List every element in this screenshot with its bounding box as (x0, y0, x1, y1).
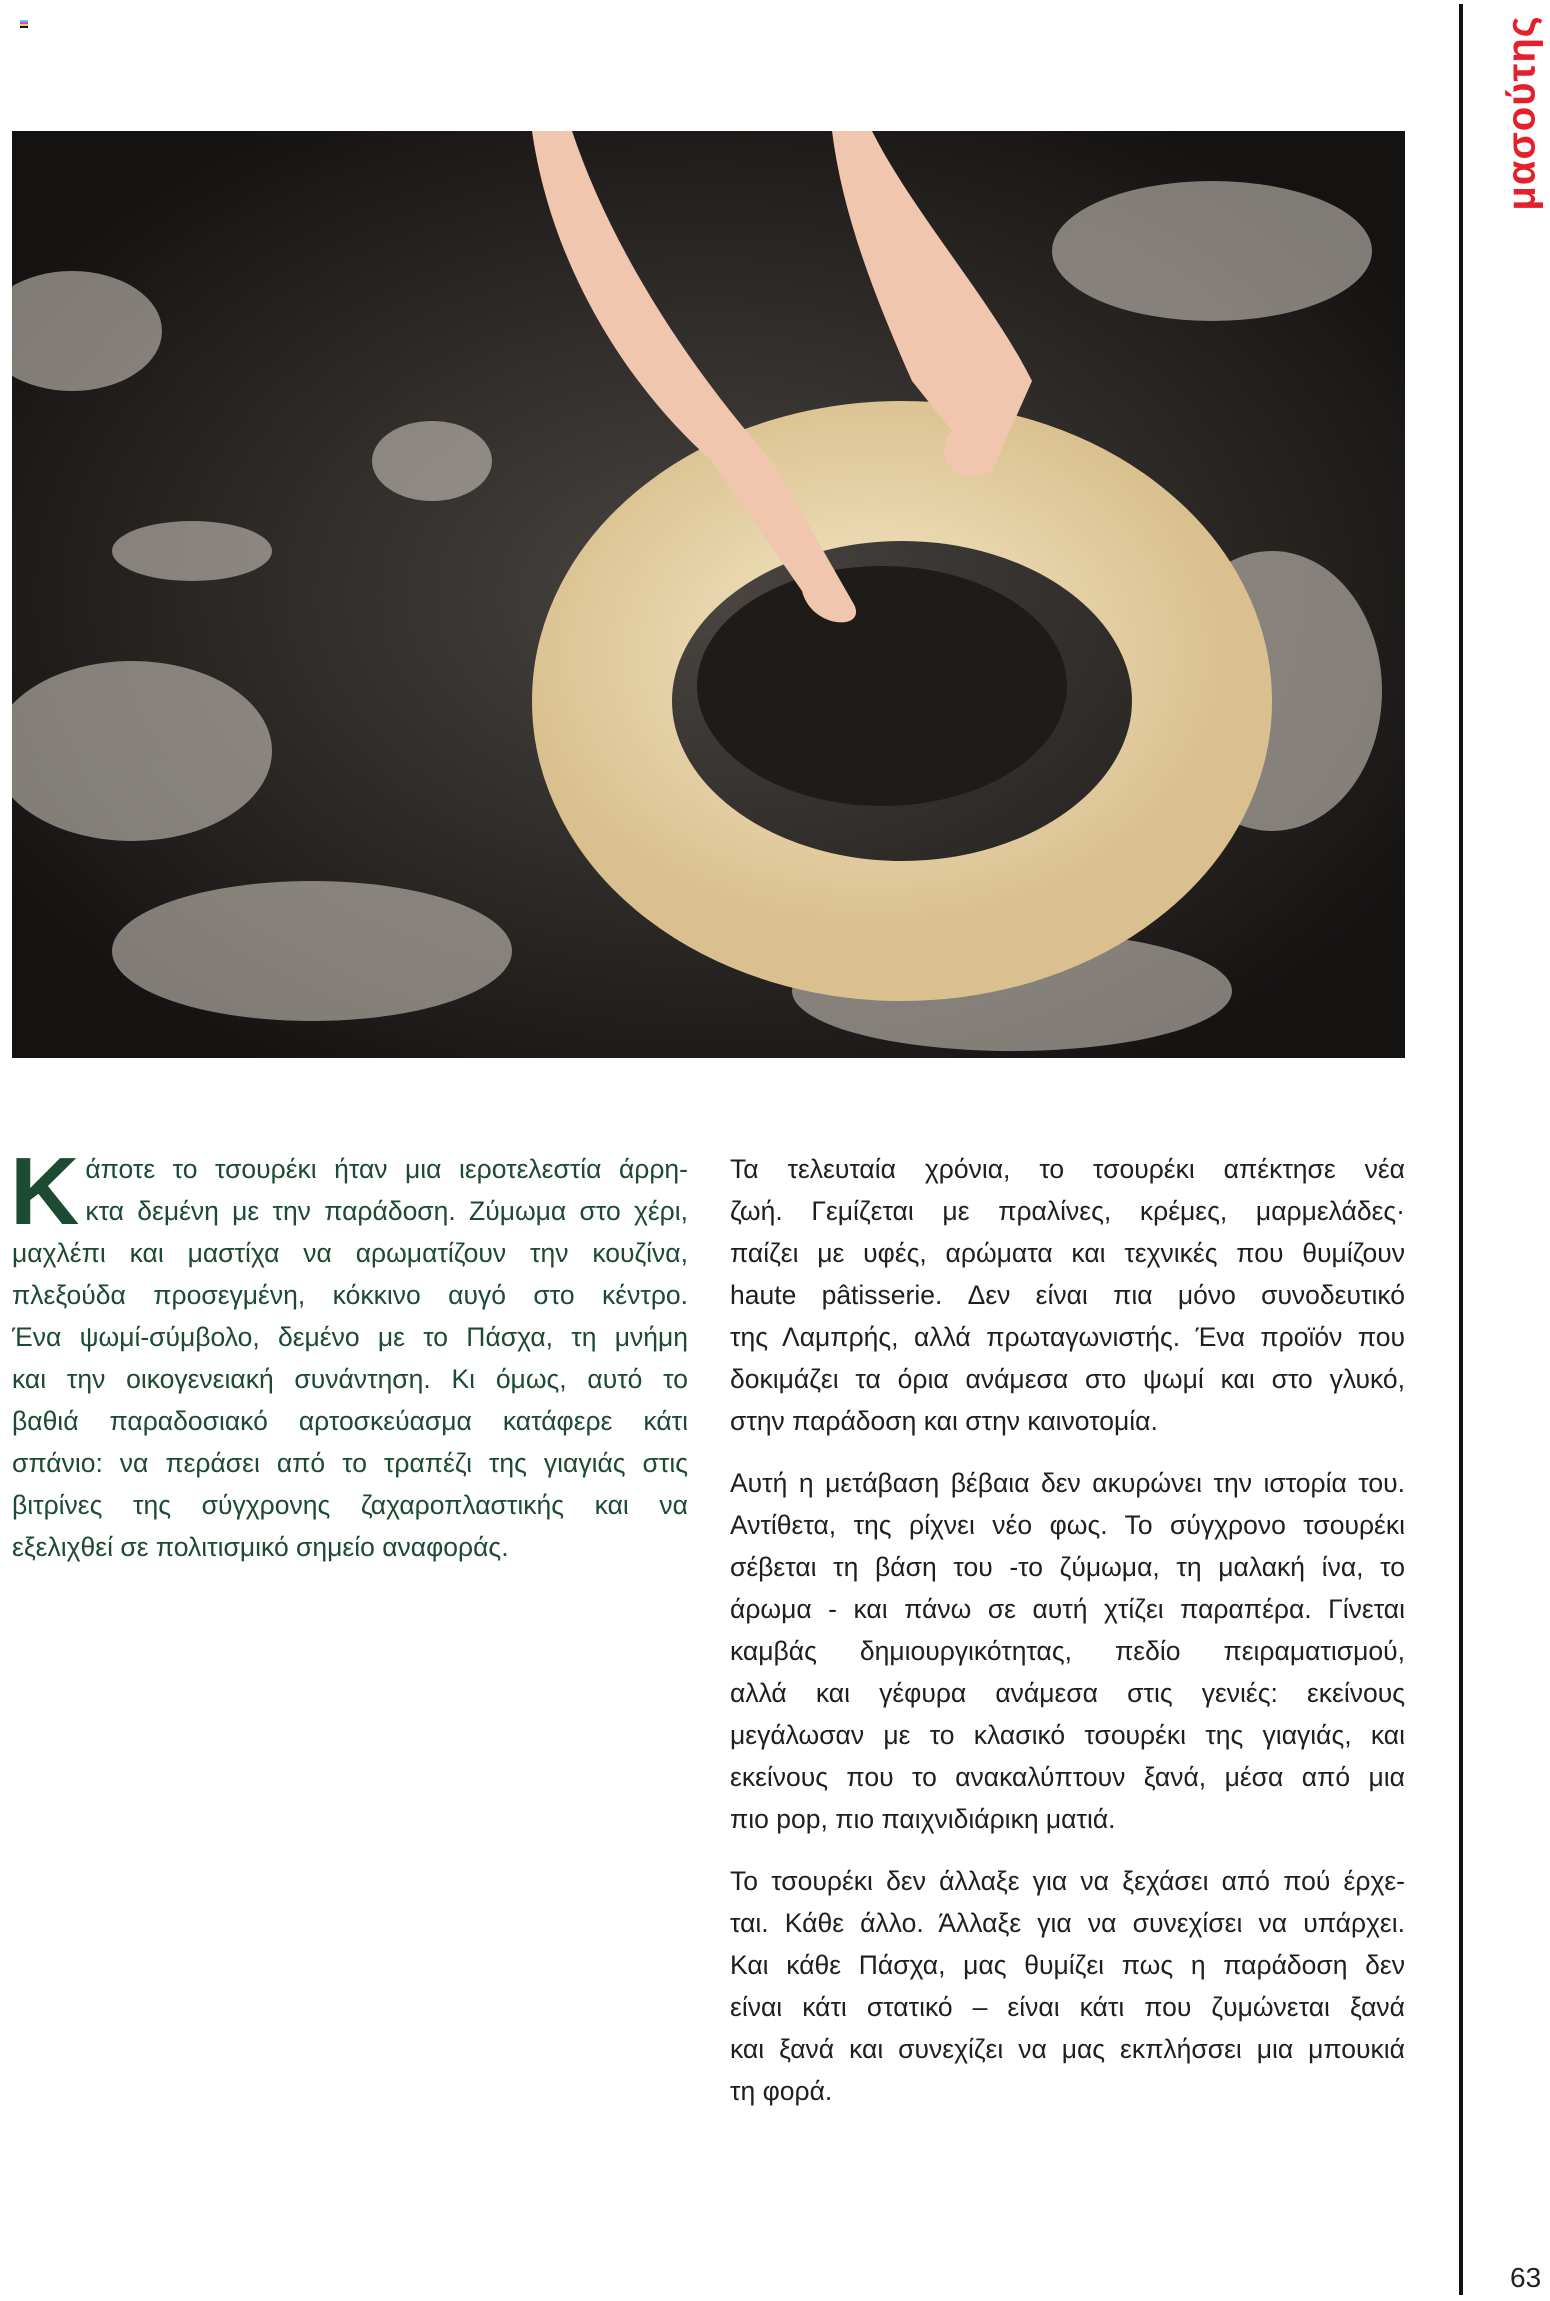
body-paragraph (730, 1462, 1405, 1840)
intro-line: πλεξούδα προσεγμένη, κόκκινο αυγό στο κέντρο. (12, 1280, 688, 1310)
body-line: ζωή. Γεμίζεται με πραλίνες, κρέμες, μαρμελάδες· (730, 1196, 1405, 1226)
body-line: τη φορά. (730, 2076, 833, 2106)
body-line: ται. Κάθε άλλο. Άλλαξε για να συνεχίσει να υπάρχει. (730, 1908, 1405, 1938)
brand-logo (1500, 2, 1544, 224)
body-line: Και κάθε Πάσχα, μας θυμίζει πως η παράδοση δεν (730, 1950, 1405, 1980)
intro-line: κτα δεμένη με την παράδοση. Ζύμωμα στο χέρι, (85, 1196, 688, 1226)
body-line: αλλά και γέφυρα ανάμεσα στις γενιές: εκείνους (730, 1678, 1405, 1708)
page-divider-line (1459, 4, 1463, 2295)
body-line: Τα τελευταία χρόνια, το τσουρέκι απέκτησε νέα (730, 1154, 1405, 1184)
body-line: είναι κάτι στατικό – είναι κάτι που ζυμώνεται ξανά (730, 1992, 1405, 2022)
body-line: παίζει με υφές, αρώματα και τεχνικές που θυμίζουν (730, 1238, 1405, 1268)
body-column (730, 1148, 1405, 2132)
body-line: haute pâtisserie. Δεν είναι πια μόνο συνοδευτικό (730, 1280, 1405, 1310)
intro-column (10, 1138, 688, 1568)
body-line: μεγάλωσαν με το κλασικό τσουρέκι της γιαγιάς, και (730, 1720, 1405, 1750)
brand-logo-text: μασούτης (1499, 15, 1544, 211)
body-line: της Λαμπρής, αλλά πρωταγωνιστής. Ένα προϊόν που (730, 1322, 1405, 1352)
body-line: στην παράδοση και στην καινοτομία. (730, 1406, 1158, 1436)
intro-line: βαθιά παραδοσιακό αρτοσκεύασμα κατάφερε κάτι (12, 1406, 688, 1436)
page-number: 63 (1510, 2262, 1542, 2293)
print-registration-mark (20, 20, 28, 28)
drop-cap: Κ (10, 1138, 80, 1245)
intro-line: μαχλέπι και μαστίχα να αρωματίζουν την κουζίνα, (12, 1238, 688, 1268)
body-line: σέβεται τη βάση του -το ζύμωμα, τη μαλακή ίνα, το (730, 1552, 1405, 1582)
body-line: πιο pop, πιο παιχνιδιάρικη ματιά. (730, 1804, 1116, 1834)
body-line: Αντίθετα, της ρίχνει νέο φως. Το σύγχρονο τσουρέκι (730, 1510, 1405, 1540)
intro-line: σπάνιο: να περάσει από το τραπέζι της γιαγιάς στις (12, 1448, 688, 1478)
intro-line: βιτρίνες της σύγχρονης ζαχαροπλαστικής και να (12, 1490, 688, 1520)
intro-line: και την οικογενειακή συνάντηση. Κι όμως, αυτό το (12, 1364, 688, 1394)
body-line: Το τσουρέκι δεν άλλαξε για να ξεχάσει από πού έρχε- (730, 1866, 1405, 1896)
body-line: άρωμα - και πάνω σε αυτή χτίζει παραπέρα. Γίνεται (730, 1594, 1405, 1624)
body-line: Αυτή η μετάβαση βέβαια δεν ακυρώνει την ιστορία του. (730, 1468, 1405, 1498)
intro-line: άποτε το τσουρέκι ήταν μια ιεροτελεστία άρρη- (85, 1154, 688, 1184)
body-line: εκείνους που το ανακαλύπτουν ξανά, μέσα από μια (730, 1762, 1405, 1792)
intro-paragraph (10, 1138, 688, 1568)
body-paragraph (730, 1860, 1405, 2112)
body-paragraph (730, 1148, 1405, 1442)
body-line: και ξανά και συνεχίζει να μας εκπλήσσει μια μπουκιά (730, 2034, 1405, 2064)
hero-photo-braiding-tsoureki (12, 131, 1405, 1058)
photo-illustration (12, 131, 1405, 1058)
intro-line: Ένα ψωμί-σύμβολο, δεμένο με το Πάσχα, τη μνήμη (12, 1322, 688, 1352)
body-line: καμβάς δημιουργικότητας, πεδίο πειραματισμού, (730, 1636, 1405, 1666)
intro-line: εξελιχθεί σε πολιτισμικό σημείο αναφοράς. (12, 1532, 509, 1562)
body-line: δοκιμάζει τα όρια ανάμεσα στο ψωμί και στο γλυκό, (730, 1364, 1405, 1394)
